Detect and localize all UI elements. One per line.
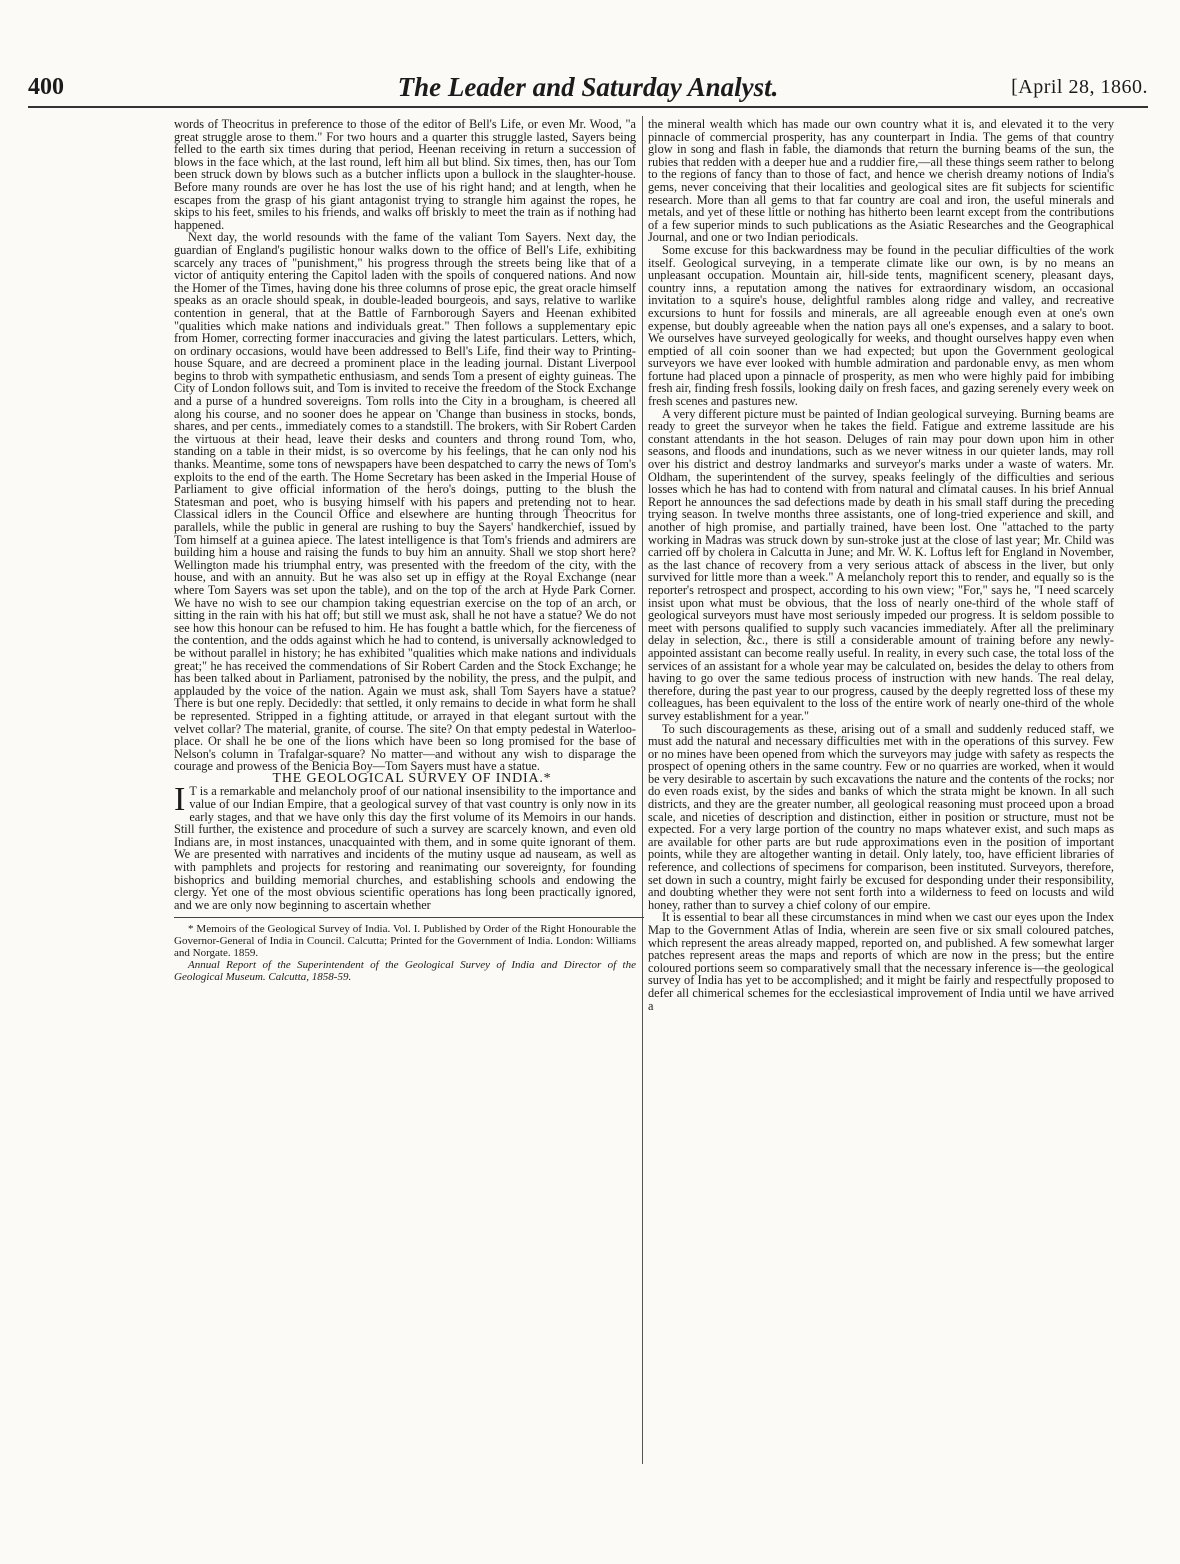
right-column: [648, 118, 1114, 1012]
geology-paragraph-1-text: T is a remarkable and melancholy proof of our national insensibility to the importance and value of our Indian Empire, that a geological survey of that vast country is only now in its early stages, and that we have only this day the first volume of its Memoirs in our hands. Still further, the existence and procedure of such a survey are scarcely known, and even old Indians are, in most instances, unacquainted with them, and in some quite ignorant of them. We are presented with narratives and incidents of the mutiny usque ad nauseam, as well as with pamphlets and projects for restoring and reanimating our sovereignty, for founding bishoprics and building memorial churches, and establishing schools and endowing the clergy. Yet one of the most obvious scientific operations has long been practically ignored, and we are only now beginning to ascertain whether: [174, 784, 636, 912]
page-header: [28, 70, 1148, 102]
article-title: THE GEOLOGICAL SURVEY OF INDIA.*: [272, 770, 552, 786]
footnote-memoirs: * Memoirs of the Geological Survey of India. Vol. I. Published by Order of the Right Honourable the Governor-General of India in Council. Calcutta; Printed for the Government of India. London: Williams and Norgate. 1859.: [174, 923, 636, 959]
header-rule: [28, 106, 1148, 108]
footnote-rule: [174, 917, 644, 918]
geology-paragraph-2: the mineral wealth which has made our own country what it is, and elevated it to the very pinnacle of commercial prosperity, has any counterpart in India. The gems of that country glow in song and flash in fable, the diamonds that return the burning beams of the sun, the rubies that redden with a deeper hue and a ruddier fire,—all these things seem rather to belong to the regions of fancy than to those of fact, and hence we cherish dreamy notions of India's gems, never conceiving that their localities and geological sites are fit subjects for scientific research. More than all gems to that far country are coal and iron, the useful minerals and metals, and yet of these little or nothing has hitherto been learnt except from the contributions of a few superior minds to such publications as the Asiatic Researches and the Geographical Journal, and one or two Indian periodicals.: [648, 117, 1114, 245]
issue-date: [April 28, 1860.: [1011, 76, 1148, 98]
geology-paragraph-5: To such discouragements as these, arising out of a small and suddenly reduced staff, we must add the natural and necessary difficulties met with in the operations of this survey. Few or no mines have been opened from which the surveyors may judge with safety as respects the prospect of opening others in the same country. Few or no quarries are worked, when it would be very desirable to ascertain by such excavations the nature and the contents of the rocks; nor do even roads exist, by the sides and banks of which the strata might be known. In all such districts, and they are the greater number, all geological reasoning must proceed upon a broad scale, and niceties of description and distinction, either in position or structure, must not be expected. For a very large portion of the country no maps whatever exist, and such maps as are available for other parts are but rude approximations even in the position of important points, while they are altogether wanting in detail. Only lately, too, have efficient libraries of reference, and collections of specimens for comparison, been instituted. Surveyors, therefore, set down in such a country, might fairly be excused for desponding under their responsibility, and doubting whether they were not sent forth into a wilderness to feed on locusts and wild honey, rather than to survey a chief colony of our empire.: [648, 721, 1114, 912]
geology-paragraph-1: [174, 781, 636, 912]
geology-paragraph-4: A very different picture must be painted of Indian geological surveying. Burning beams are ready to greet the surveyor when he takes the field. Fatigue and extreme lassitude are his constant attendants in the hot season. Deluges of rain may pour down upon him in other seasons, and floods and inundations, such as we never witness in our quieter lands, may roll over his district and destroy landmarks and surveyor's marks under a waste of waters. Mr. Oldham, the superintendent of the survey, speaks feelingly of the difficulties and serious losses which he has had to contend with from natural and climatal causes. In his brief Annual Report he announces the sad defections made by death in his small staff during the preceding trying season. In twelve months three assistants, one of long-tried experience and skill, and another of high promise, and partially trained, have been lost. One "attached to the party working in Madras was struck down by sun-stroke just at the close of last year; Mr. Child was carried off by cholera in Calcutta in June; and Mr. W. K. Loftus left for England in November, as the last chance of recovery from a very serious attack of abscess in the liver, but only survived for little more than a week." A melancholy report this to render, and equally so is the reporter's retrospect and prospect, according to his own view; "For," says he, "I need scarcely insist upon what must be obvious, that the loss of nearly one-third of the whole staff of geological surveyors must have most seriously impeded our progress. It is seldom possible to meet with persons qualified to supply such vacancies immediately. After all the preliminary delay in selection, &c., there is still a considerable amount of training before any newly-appointed assistant can become really useful. In reality, in every such case, the total loss of the services of an assistant for a whole year may be calculated on, besides the delay to others from having to go over the same tedious process of instruction with new hands. The real delay, therefore, during the past year to our progress, caused by the deeply regretted loss of these my colleagues, has been equivalent to the loss of the entire work of nearly one-third of the whole survey establishment for a year.": [648, 406, 1114, 723]
footnote-annual-report: Annual Report of the Superintendent of the Geological Survey of India and Director of the Geological Museum. Calcutta, 1858-59.: [174, 958, 636, 983]
running-title: The Leader and Saturday Analyst.: [397, 72, 779, 102]
geology-paragraph-3: Some excuse for this backwardness may be found in the peculiar difficulties of the work itself. Geological surveying, in a temperate climate like our own, is by no means an unpleasant occupation. Mountain air, hill-side tents, magnificent scenery, pleasant days, country inns, a reputation among the natives for extraordinary wisdom, an occasional invitation to a squire's house, delightful rambles along ridge and valley, and recreative excursions to hunt for fossils and minerals, are all agreeable enough even at one's own expense, but doubly agreeable when the nation pays all one's expenses, and a salary to boot. We ourselves have surveyed geologically for weeks, and thought ourselves happy even when emptied of all coin sooner than we had expected; but upon the Government geological surveyors we have ever looked with humble admiration and pardonable envy, as men whom fortune had placed upon a pinnacle of prosperity, as men who were highly paid for imbibing fresh air, finding fresh fossils, looking daily on fresh faces, and gazing serenely every week on fresh scenes and pastures new.: [648, 242, 1114, 409]
sayers-paragraph-1: words of Theocritus in preference to those of the editor of Bell's Life, or even Mr. Wood, "a great struggle arose to them." For two hours and a quarter this struggle lasted, Sayers being felled to the earth six times during that period, Heenan receiving in return a succession of blows in the face which, at the last round, left him all but blind. Six times, then, has our Tom been struck down by blows such as a butcher inflicts upon a bullock in the slaughter-house. Before many rounds are over he has lost the use of his right hand; and at length, when he escapes from the grasp of his giant antagonist trying to strangle him against the ropes, he skips to his feet, smiles to his friends, and walks off briskly to meet the train as if nothing had happened.: [174, 117, 636, 232]
column-divider: [642, 116, 643, 1464]
page-number: 400: [28, 74, 64, 100]
geology-paragraph-6: It is essential to bear all these circumstances in mind when we cast our eyes upon the Index Map to the Government Atlas of India, wherein are seen five or six small coloured patches, which represent the areas already mapped, reported on, and published. A few somewhat larger patches represent areas the maps and reports of which are now in the press; but the entire coloured portions seem so comparatively small that the necessary inference is—the geological survey of India has yet to be accomplished; and it might be fairly and respectfully proposed to defer all chimerical schemes for the ecclesiastical improvement of India until we have arrived a: [648, 910, 1114, 1013]
drop-cap: I: [174, 781, 186, 819]
sayers-paragraph-2: Next day, the world resounds with the fame of the valiant Tom Sayers. Next day, the guardian of England's pugilistic honour walks down to the office of Bell's Life, exhibiting scarcely any traces of "punishment," his progress through the streets being like that of a victor of antiquity entering the Capitol laden with the spoils of conquered nations. And now the Homer of the Times, having done his three columns of prose epic, the great oracle himself speaks as an oracle should speak, in double-leaded bourgeois, and says, relative to warlike contention in general, that at the Battle of Farnborough Sayers and Heenan exhibited "qualities which make nations and individuals great." Then follows a supplementary epic from Homer, correcting former inaccuracies and giving the latest particulars. Letters, which, on ordinary occasions, would have been addressed to Bell's Life, find their way to Printing-house Square, and are decreed a prominent place in the leading journal. Distant Liverpool begins to throb with sympathetic enthusiasm, and sends Tom a present of eighty guineas. The City of London follows suit, and Tom is invited to receive the freedom of the Stock Exchange and a purse of a hundred sovereigns. Tom rolls into the City in a brougham, is cheered all along his course, and no sooner does he appear on 'Change than business in stocks, bonds, shares, and per cents., immediately comes to a standstill. The brokers, with Sir Robert Carden the virtuous at their head, leave their desks and counters and throng round Tom, who, standing on a table in their midst, is so overcome by his feelings, that he can only nod his thanks. Meantime, some tons of newspapers have been despatched to carry the news of Tom's exploits to the end of the earth. The Home Secretary has been asked in the Imperial House of Parliament to give official information of the hero's doings, putting to the blush the Statesman and poet, who is busying himself with his papers and pretending not to hear. Classical idlers in the Council Office and elsewhere are hunting through Theocritus for parallels, while the public in general are rushing to buy the Sayers' handkerchief, issued by Tom himself at a guinea apiece. The latest intelligence is that Tom's friends and admirers are building him a house and raising the funds to buy him an annuity. Shall we stop short here? Wellington made his triumphal entry, was presented with the freedom of the city, with the house, and with an annuity. But he was also set up in effigy at the Royal Exchange (near where Tom Sayers was set upon the table), and on the top of the arch at Hyde Park Corner. We have no wish to see our champion taking equestrian exercise on the top of an arch, or sitting in the rain with his hat off; but still we must ask, shall he not have a statue? We do not see how this honour can be refused to him. He has fought a battle which, for the fierceness of the contention, and the odds against which he had to contend, is universally acknowledged to be without parallel in history; he has exhibited "qualities which make nations and individuals great;" he has received the commendations of Sir Robert Carden and the Stock Exchange; he has been talked about in Parliament, patronised by the nobility, the press, and the pulpit, and applauded by the voice of the nation. Again we must ask, shall Tom Sayers have a statue? There is but one reply. Decidedly: that settled, it only remains to decide in what form he shall be represented. Stripped in a fighting attitude, or arrayed in that elegant surtout with the velvet collar? The material, granite, of course. The site? On that empty pedestal in Waterloo-place. Or shall he be one of the lions which have been so long promised for the base of Nelson's column in Trafalgar-square? No matter—and without any wish to disparage the courage and prowess of the Benicia Boy—Tom Sayers must have a statue.: [174, 230, 636, 774]
left-column: [174, 118, 636, 983]
